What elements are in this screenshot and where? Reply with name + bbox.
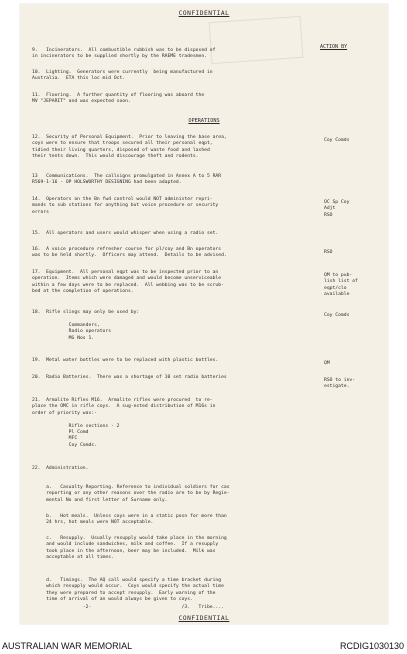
action-note-12: Coy Comds bbox=[324, 138, 350, 143]
paragraph-21: 21. Armalite Rifles M16. Armalite rifles were procured to re- place the OMC in rifle coys. A sug-ested distribution of M16s in order of priority was:- Rifle sections - 2 Pl Comd MFC Coy Comds. bbox=[32, 398, 216, 448]
paragraph-17: 17. Equipment. All personal eqpt was to be inspected prior to an operation. Items which were damaged and would become unserviceable within a few days were to be replaced. All webbing was to be scrub- bed at the completion of operations. bbox=[32, 270, 224, 295]
classification-stamp-bottom: CONFIDENTIAL bbox=[178, 615, 230, 622]
paragraph-11: 11. Flooring. A further quantity of flooring was aboard the MV "JEPARIT" and was expected soon. bbox=[32, 93, 205, 105]
action-note-17: QM to pub- lish list of eqpt/clo available bbox=[324, 273, 358, 298]
action-note-16: RSO bbox=[324, 250, 333, 255]
paragraph-13: 13 Communications. The callsigns promulgated in Annex A to 5 RAR R569-1-16 - OP HOLSWORTHY DESIGNING had been adapted. bbox=[32, 174, 222, 186]
paragraph-19: 19. Metal water bottles were to be replaced with plastic bottles. bbox=[32, 358, 219, 363]
paragraph-22d: d. Timings. The AQ call would specify a time bracket during which resupply would occur. Coys would specify the actual time they were prepared to accept resupply. Early warning of the time of arrival of an would always be given to coys. bbox=[46, 578, 224, 603]
document-page bbox=[20, 4, 388, 624]
paragraph-9: 9. Incinerators. All combustible rubbish was to be disposed of in incinerators to be supplied shortly by the RAEME tradesmen. bbox=[32, 48, 216, 60]
action-note-18: Coy Comds bbox=[324, 313, 350, 318]
paragraph-15: 15. All operators and users would whisper when using a radio set. bbox=[32, 231, 219, 236]
paragraph-22b: b. Hot meals. Unless coys were in a static posn for more than 24 hrs, hot meals were NOT acceptable. bbox=[46, 514, 227, 526]
archive-name: AUSTRALIAN WAR MEMORIAL bbox=[2, 641, 133, 651]
action-by-header: ACTION BY bbox=[320, 44, 348, 50]
paragraph-16: 16. A voice procedure refresher course for pl/coy and Bn operators was to be held shortly. Officers may attend. Details to be advised. bbox=[32, 247, 227, 259]
operations-heading: OPERATIONS bbox=[188, 118, 220, 124]
page-continuation: -2- /3. Tribe.... bbox=[32, 605, 224, 610]
paragraph-22: 22. Administration. bbox=[32, 466, 89, 471]
action-note-14: OC Sp Coy Adjt RSO bbox=[324, 200, 350, 218]
paragraph-22c: c. Resupply. Usually resupply would take place in the morning and would include sandwiches, milk and coffee. If a resupply took place in the afternoon, beer may be included. Milk was acceptable at all times. bbox=[46, 536, 227, 561]
paragraph-14: 14. Operators on the Bn fwd control would NOT administer repri- mands to sub stations for anything but voice procedure or security errors bbox=[32, 197, 219, 215]
action-note-19: QM bbox=[324, 361, 330, 366]
archive-footer bbox=[0, 636, 407, 654]
paragraph-12: 12. Security of Personal Equipment. Prior to leaving the base area, coys were to ensure that troops secured all their personal eqpt, tidied their living quarters, disposed of waste food and lashed their tents down. This would discourage theft and rodents. bbox=[32, 135, 227, 160]
paragraph-10: 10. Lighting. Generators were currently being manufactured in Australia. ETA this loc mid Oct. bbox=[32, 70, 213, 82]
paragraph-22a: a. Casualty Reporting. Reference to individual soldiers for cas reporting or any other reasons over the radio are to be by Regie- mental No and first letter of Surname only. bbox=[46, 485, 230, 503]
paragraph-20: 20. Radio Batteries. There was a shortage of 10 set radio batteries bbox=[32, 375, 227, 380]
paragraph-18: 18. Rifle slings may only be used by: Commanders, Radio operators MG Nos 1. bbox=[32, 310, 140, 341]
archive-id: RCDIG1030130 bbox=[339, 641, 404, 651]
action-note-20: RSO to inv- estigate. bbox=[324, 378, 356, 390]
faded-stamp bbox=[209, 16, 304, 64]
classification-stamp-top: CONFIDENTIAL bbox=[178, 10, 230, 17]
